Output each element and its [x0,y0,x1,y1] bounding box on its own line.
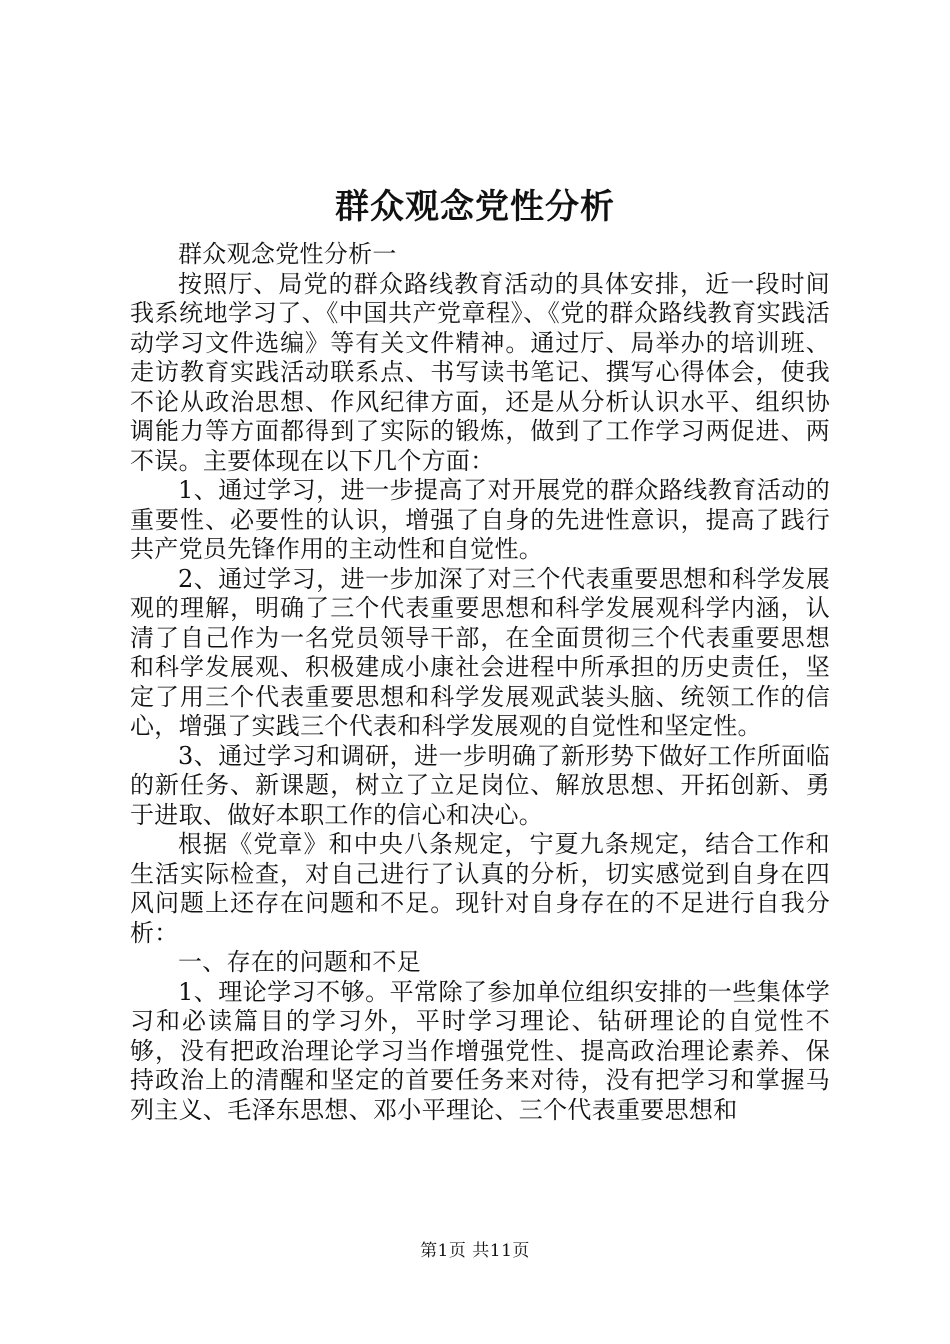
paragraph: 1、理论学习不够。平常除了参加单位组织安排的一些集体学习和必读篇目的学习外，平时学习理论、钻研理论的自觉性不够，没有把政治理论学习当作增强党性、提高政治理论素养、保持政治上的清醒和坚定的首要任务来对待，没有把学习和掌握马列主义、毛泽东思想、邓小平理论、三个代表重要思想和 [130,977,830,1124]
paragraph: 3、通过学习和调研，进一步明确了新形势下做好工作所面临的新任务、新课题，树立了立足岗位、解放思想、开拓创新、勇于进取、做好本职工作的信心和决心。 [130,741,830,829]
paragraph: 2、通过学习，进一步加深了对三个代表重要思想和科学发展观的理解，明确了三个代表重要思想和科学发展观科学内涵，认清了自己作为一名党员领导干部，在全面贯彻三个代表重要思想和科学发展观、积极建成小康社会进程中所承担的历史责任，坚定了用三个代表重要思想和科学发展观武装头脑、统领工作的信心，增强了实践三个代表和科学发展观的自觉性和坚定性。 [130,564,830,740]
paragraph: 1、通过学习，进一步提高了对开展党的群众路线教育活动的重要性、必要性的认识，增强了自身的先进性意识，提高了践行共产党员先锋作用的主动性和自觉性。 [130,476,830,563]
document-body [130,240,830,1125]
page-footer: 第1页 共11页 [420,1241,530,1261]
section-heading: 一、存在的问题和不足 [178,948,421,976]
paragraph-subtitle: 群众观念党性分析一 [178,240,397,268]
paragraph: 根据《党章》和中央八条规定，宁夏九条规定，结合工作和生活实际检查，对自己进行了认真的分析，切实感觉到自身在四风问题上还存在问题和不足。现针对自身存在的不足进行自我分析： [130,830,830,947]
document-title: 群众观念党性分析 [335,187,615,227]
paragraph: 按照厅、局党的群众路线教育活动的具体安排，近一段时间我系统地学习了、《中国共产党章程》、《党的群众路线教育实践活动学习文件选编》等有关文件精神。通过厅、局举办的培训班、走访教育实践活动联系点、书写读书笔记、撰写心得体会，使我不论从政治思想、作风纪律方面，还是从分析认识水平、组织协调能力等方面都得到了实际的锻炼，做到了工作学习两促进、两不误。主要体现在以下几个方面： [130,269,830,475]
